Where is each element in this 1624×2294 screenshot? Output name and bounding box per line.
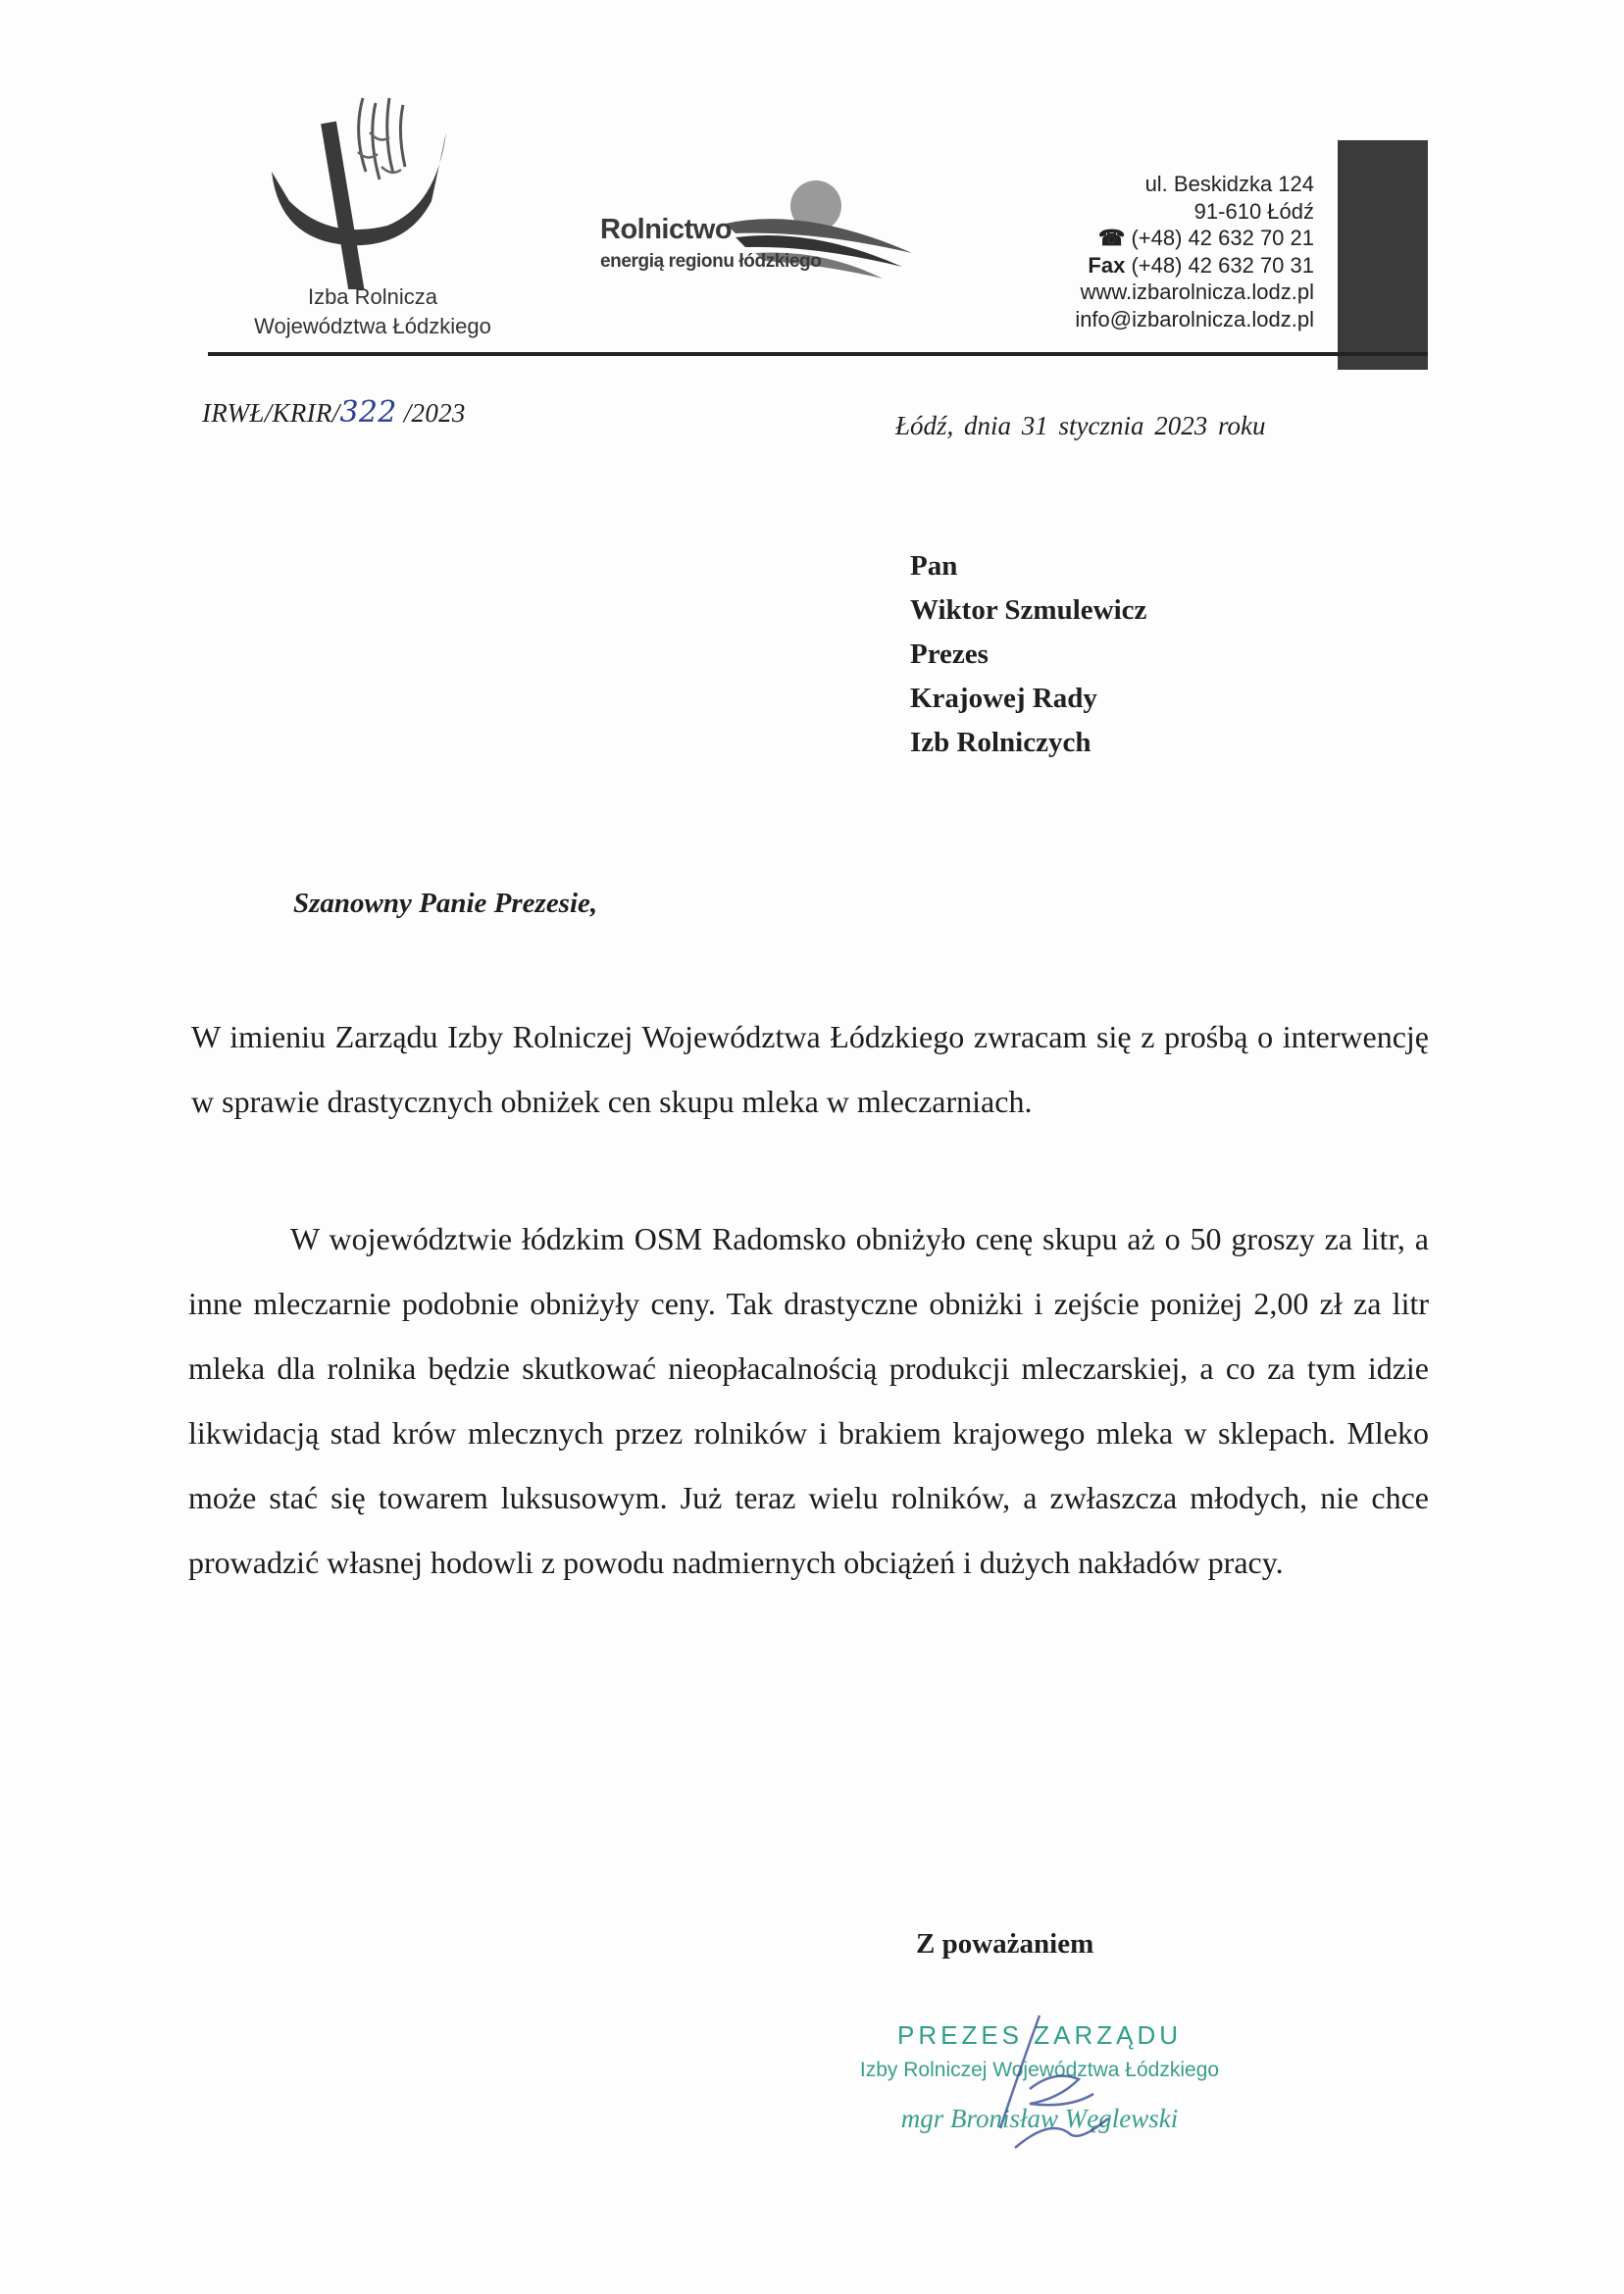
letter-date: Łódź, dnia 31 stycznia 2023 roku bbox=[895, 411, 1266, 440]
contact-phone: (+48) 42 632 70 21 bbox=[1131, 226, 1314, 250]
stamp-title: PREZES ZARZĄDU bbox=[896, 2020, 1183, 2050]
reference-suffix: /2023 bbox=[396, 398, 466, 428]
handwritten-signature bbox=[883, 2011, 1236, 2158]
contact-street: ul. Beskidzka 124 bbox=[1144, 172, 1314, 196]
body-paragraph-1: W imieniu Zarządu Izby Rolniczej Województwa Łódzkiego zwracam się z prośbą o interwencję w sprawie drastycznych obniżek cen skupu mleka w mleczarniach. bbox=[191, 1019, 1429, 1119]
org-name-line2: Województwa Łódzkiego bbox=[254, 314, 491, 338]
contact-fax-label: Fax bbox=[1088, 252, 1126, 278]
addressee-block bbox=[910, 544, 1146, 765]
reference-number bbox=[202, 395, 466, 430]
addressee-line: Pan bbox=[910, 550, 958, 582]
reference-handwritten-number: 322 bbox=[339, 395, 397, 430]
contact-email[interactable]: info@izbarolnicza.lodz.pl bbox=[1075, 306, 1314, 331]
contact-phone-line bbox=[1075, 225, 1314, 252]
reference-prefix: IRWŁ/KRIR/ bbox=[202, 398, 340, 428]
contact-city: 91-610 Łódź bbox=[1193, 198, 1314, 224]
org-name bbox=[216, 282, 530, 341]
letterhead-bar bbox=[1338, 140, 1428, 370]
contact-website[interactable]: www.izbarolnicza.lodz.pl bbox=[1080, 280, 1314, 304]
rolnictwo-subtitle: energią regionu łódzkiego bbox=[600, 251, 822, 272]
stamp-organization: Izby Rolniczej Województwa Łódzkiego bbox=[859, 2059, 1220, 2081]
contact-fax-line bbox=[1075, 252, 1314, 280]
addressee-line: Izb Rolniczych bbox=[910, 727, 1091, 758]
contact-block bbox=[1075, 171, 1314, 332]
addressee-line: Wiktor Szmulewicz bbox=[910, 594, 1147, 626]
izba-rolnicza-logo bbox=[260, 93, 495, 289]
telephone-icon: ☎ bbox=[1097, 226, 1126, 250]
body-paragraph-2: W województwie łódzkim OSM Radomsko obniżyło cenę skupu aż o 50 groszy za litr, a inne mleczarnie podobnie obniżyły ceny. Tak drastyczne obniżki i zejście poniżej 2,00 zł za litr mleka dla rolnika będzie skutkować nieopłacalnością produkcji mleczarskiej, a co za tym idzie likwidacją stad krów mlecznych przez rolników i brakiem krajowego mleka w sklepach. Mleko może stać się towarem luksusowym. Już teraz wielu rolników, a zwłaszcza młodych, nie chce prowadzić własnej hodowli z powodu nadmiernych obciążeń i dużych nakładów pracy. bbox=[188, 1221, 1429, 1580]
closing: Z poważaniem bbox=[916, 1928, 1094, 1960]
addressee-line: Krajowej Rady bbox=[910, 683, 1097, 714]
stamp-name: mgr Bronisław Węglewski bbox=[900, 2104, 1179, 2133]
letterhead-rule bbox=[208, 352, 1428, 356]
rolnictwo-title: Rolnictwo bbox=[600, 214, 733, 245]
org-name-line1: Izba Rolnicza bbox=[307, 284, 438, 309]
salutation: Szanowny Panie Prezesie, bbox=[293, 888, 598, 919]
contact-fax: (+48) 42 632 70 31 bbox=[1131, 252, 1314, 278]
addressee-line: Prezes bbox=[910, 638, 989, 670]
